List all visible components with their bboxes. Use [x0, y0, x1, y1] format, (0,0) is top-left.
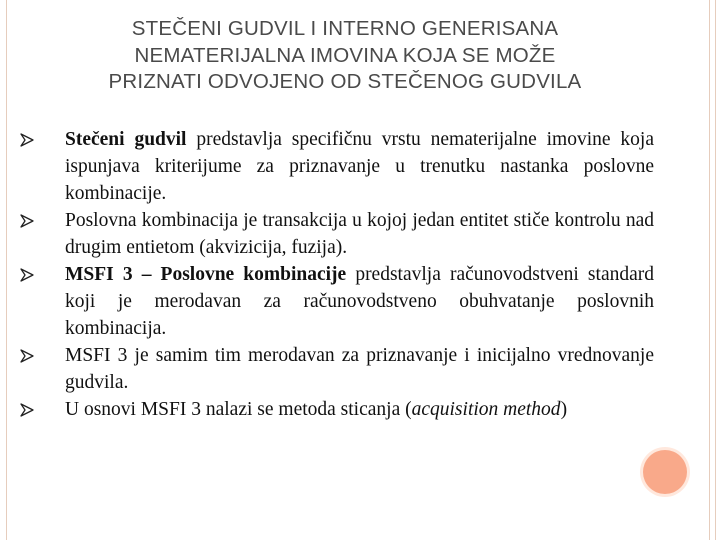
slide-title — [40, 16, 650, 96]
bullet-text: Poslovna kombinacija je transakcija u kojoj jedan entitet stiče kontrolu nad drugim entietom (akvizicija, fuzija). — [65, 210, 654, 258]
title-line-2: NEMATERIJALNA IMOVINA KOJA SE MOŽE — [134, 43, 556, 67]
arrowhead-bullet-icon — [20, 403, 34, 417]
bullet-text-after: ) — [560, 399, 568, 420]
right-border-line-outer — [709, 0, 710, 540]
bullet-item — [18, 342, 654, 396]
bullet-item — [18, 126, 654, 207]
title-line-3: PRIZNATI ODVOJENO OD STEČENOG GUDVILA — [108, 70, 582, 93]
arrowhead-bullet-icon — [20, 268, 34, 282]
orange-circle-icon — [643, 450, 687, 494]
bullet-text: MSFI 3 je samim tim merodavan za priznavanje i inicijalno vrednovanje gudvila. — [65, 345, 654, 393]
bullet-item — [18, 396, 654, 423]
bullet-bold: MSFI 3 – Poslovne kombinacije — [65, 264, 347, 285]
title-line-1: STEČENI GUDVIL I INTERNO GENERISANA — [131, 17, 559, 40]
bullet-text: predstavlja računovodstveni standard koji je merodavan za računovodstveno obuhvatanje poslovnih kombinacija. — [65, 264, 654, 339]
bullet-text: predstavlja specifičnu vrstu nematerijalne imovine koja ispunjava kriterijume za priznavanje u trenutku nastanka poslovne kombinacije. — [65, 129, 654, 204]
bullet-text: U osnovi MSFI 3 nalazi se metoda sticanja ( — [65, 399, 412, 420]
right-border-line-inner — [715, 0, 716, 540]
left-border-line — [6, 0, 7, 540]
bullet-bold: Stečeni gudvil — [65, 129, 187, 150]
bullet-list — [18, 126, 654, 423]
bullet-italic: acquisition method — [411, 399, 561, 420]
arrowhead-bullet-icon — [20, 349, 34, 363]
bullet-item — [18, 207, 654, 261]
bullet-item — [18, 261, 654, 342]
arrowhead-bullet-icon — [20, 133, 34, 147]
arrowhead-bullet-icon — [20, 214, 34, 228]
